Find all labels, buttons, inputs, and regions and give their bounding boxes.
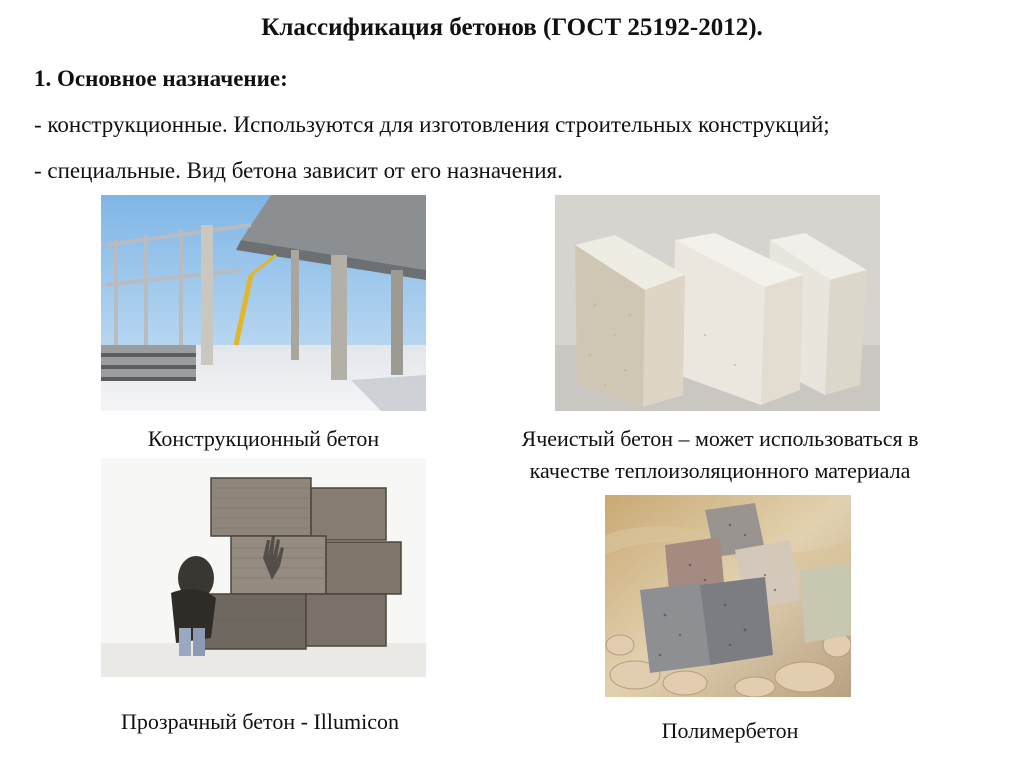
caption-structural-concrete: Конструкционный бетон — [147, 426, 380, 451]
caption-aerated-concrete — [470, 423, 970, 487]
caption-translucent-concrete: Прозрачный бетон - Illumicon — [121, 709, 399, 734]
slide-title: Классификация бетонов (ГОСТ 25192-2012). — [261, 14, 763, 41]
caption-aerated-line-2: качестве теплоизоляционного материала — [529, 458, 911, 483]
polymer-concrete-samples-photo — [605, 495, 851, 697]
caption-aerated-line-1: Ячеистый бетон – может использоваться в — [521, 426, 919, 451]
translucent-concrete-wall-photo — [101, 458, 426, 677]
section-heading: 1. Основное назначение: — [34, 66, 288, 91]
bullet-special: - специальные. Вид бетона зависит от его назначения. — [34, 158, 563, 183]
bullet-structural: - конструкционные. Используются для изготовления строительных конструкций; — [34, 112, 830, 137]
construction-site-photo — [101, 195, 426, 411]
caption-polymer-concrete: Полимербетон — [661, 718, 799, 743]
aerated-concrete-blocks-photo — [555, 195, 880, 411]
